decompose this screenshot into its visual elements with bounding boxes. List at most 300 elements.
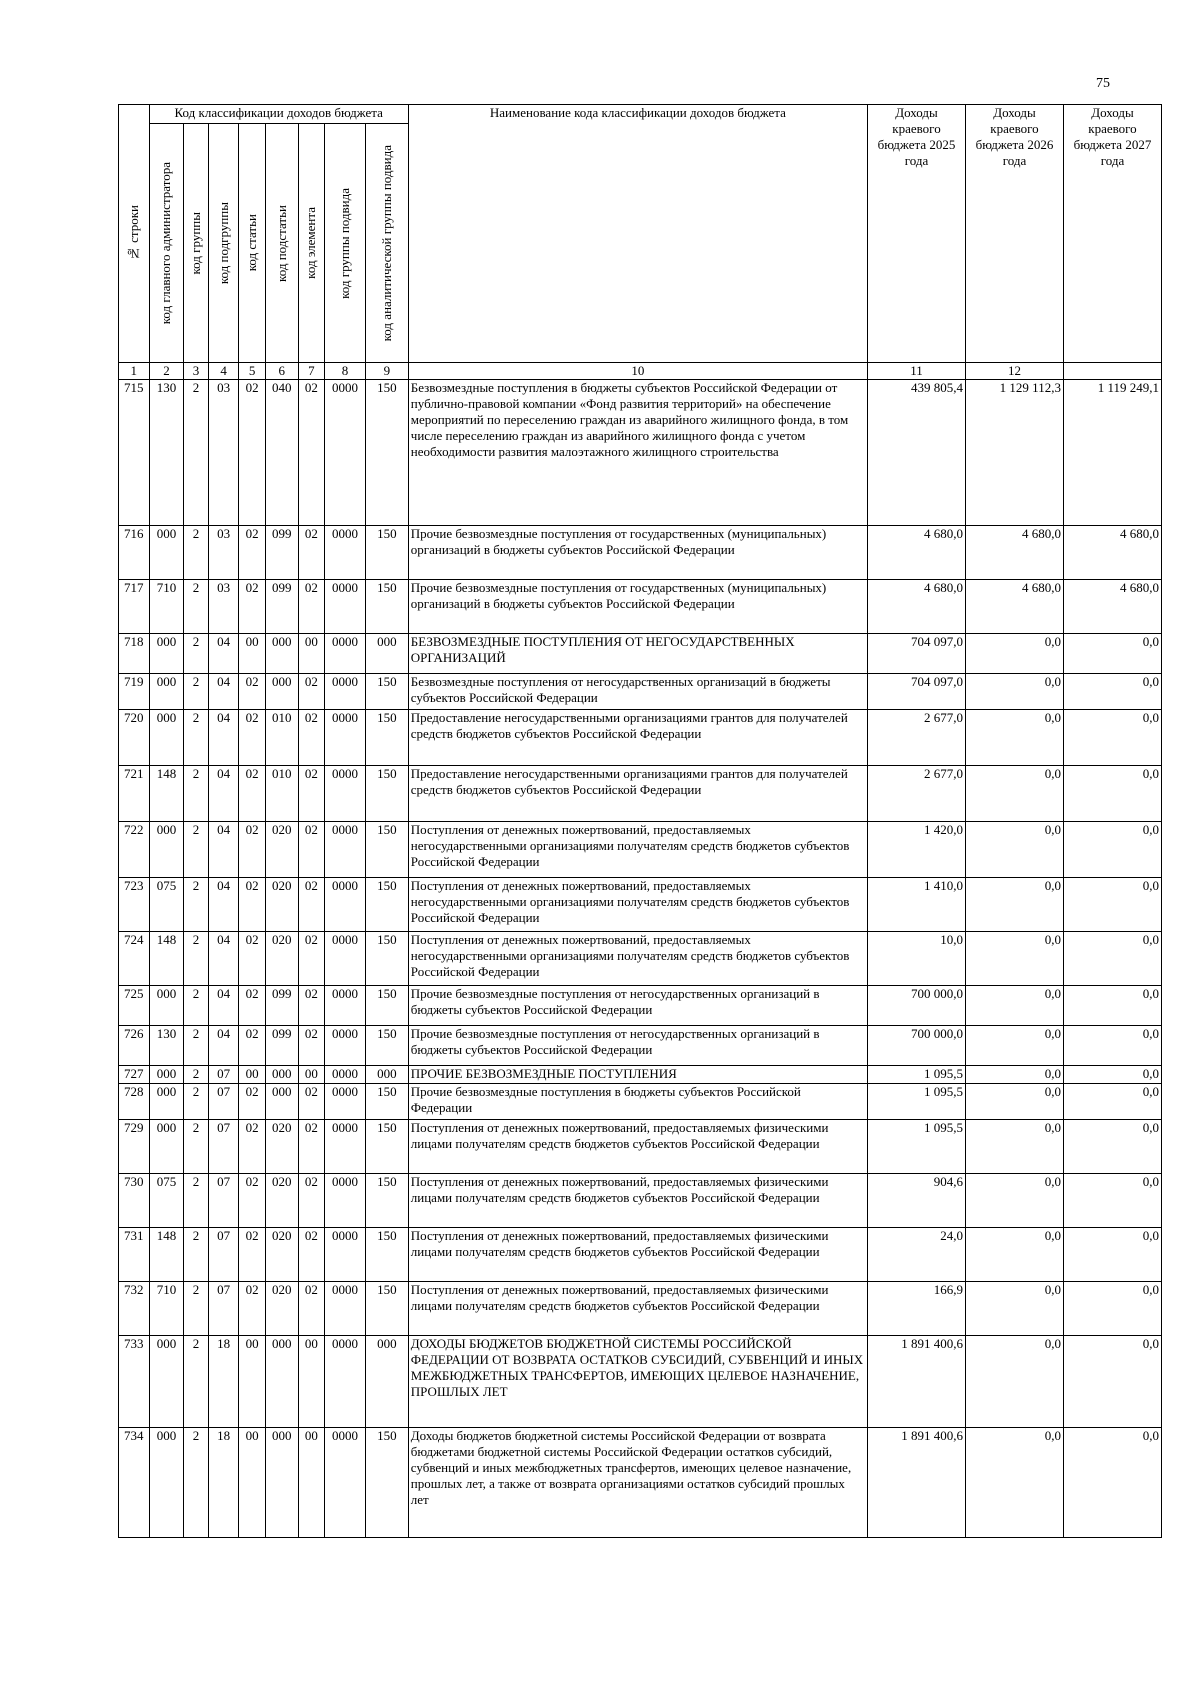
row-number-cell: 717 (119, 580, 150, 634)
income-2025-cell: 2 677,0 (868, 766, 966, 822)
subarticle-code-cell: 010 (265, 766, 298, 822)
income-2025-cell: 1 095,5 (868, 1084, 966, 1120)
admin-code-cell: 000 (149, 674, 184, 710)
table-row (119, 932, 1162, 986)
subarticle-code-cell: 020 (265, 1282, 298, 1336)
admin-code-cell: 000 (149, 634, 184, 674)
subtype-group-code-cell: 0000 (325, 878, 366, 932)
admin-code-cell: 075 (149, 878, 184, 932)
income-name-cell: Безвозмездные поступления от негосударственных организаций в бюджеты субъектов Российской Федерации (408, 674, 867, 710)
header-admin-code: код главного администратора (149, 124, 184, 363)
article-code-cell: 02 (239, 580, 266, 634)
article-code-cell: 02 (239, 1120, 266, 1174)
analytic-group-code-cell: 000 (365, 634, 408, 674)
element-code-cell: 02 (298, 1026, 325, 1066)
header-subtype-group-code: код группы подвида (325, 124, 366, 363)
table-row (119, 1228, 1162, 1282)
article-code-cell: 02 (239, 1174, 266, 1228)
income-name-cell: Предоставление негосударственными организациями грантов для получателей средств бюджетов субъектов Российской Федерации (408, 710, 867, 766)
row-number-cell: 728 (119, 1084, 150, 1120)
element-code-cell: 02 (298, 526, 325, 580)
analytic-group-code-cell: 150 (365, 1428, 408, 1538)
analytic-group-code-cell: 150 (365, 986, 408, 1026)
group-code-cell: 2 (184, 380, 208, 526)
admin-code-cell: 000 (149, 1428, 184, 1538)
table-row (119, 878, 1162, 932)
subgroup-code-cell: 04 (208, 674, 239, 710)
column-number: 5 (239, 363, 266, 380)
group-code-cell: 2 (184, 878, 208, 932)
subarticle-code-cell: 099 (265, 986, 298, 1026)
income-2027-cell: 0,0 (1063, 1026, 1161, 1066)
table-body (119, 380, 1162, 1538)
income-2027-cell: 0,0 (1063, 878, 1161, 932)
subtype-group-code-cell: 0000 (325, 526, 366, 580)
element-code-cell: 02 (298, 710, 325, 766)
group-code-cell: 2 (184, 1336, 208, 1428)
income-2025-cell: 4 680,0 (868, 526, 966, 580)
article-code-cell: 02 (239, 1282, 266, 1336)
income-2026-cell: 0,0 (965, 1228, 1063, 1282)
subtype-group-code-cell: 0000 (325, 986, 366, 1026)
subgroup-code-cell: 18 (208, 1336, 239, 1428)
income-name-cell: Доходы бюджетов бюджетной системы Российской Федерации от возврата бюджетами бюджетной системы Российской Федерации остатков субсидий, субвенций и иных межбюджетных трансфертов, имеющих целевое назначение, прошлых лет, а также от возврата организациями остатков субсидий прошлых лет (408, 1428, 867, 1538)
column-number: 2 (149, 363, 184, 380)
income-name-cell: Прочие безвозмездные поступления от государственных (муниципальных) организаций в бюджеты субъектов Российской Федерации (408, 526, 867, 580)
income-2027-cell: 1 119 249,1 (1063, 380, 1161, 526)
table-row (119, 710, 1162, 766)
income-2025-cell: 4 680,0 (868, 580, 966, 634)
admin-code-cell: 000 (149, 1066, 184, 1084)
header-article-code: код статьи (239, 124, 266, 363)
article-code-cell: 00 (239, 1428, 266, 1538)
income-2026-cell: 0,0 (965, 822, 1063, 878)
income-2025-cell: 704 097,0 (868, 674, 966, 710)
admin-code-cell: 000 (149, 1336, 184, 1428)
subgroup-code-cell: 07 (208, 1120, 239, 1174)
subarticle-code-cell: 099 (265, 1026, 298, 1066)
income-name-cell: Прочие безвозмездные поступления в бюджеты субъектов Российской Федерации (408, 1084, 867, 1120)
analytic-group-code-cell: 000 (365, 1336, 408, 1428)
income-name-cell: Прочие безвозмездные поступления от государственных (муниципальных) организаций в бюджеты субъектов Российской Федерации (408, 580, 867, 634)
header-element-code: код элемента (298, 124, 325, 363)
analytic-group-code-cell: 150 (365, 674, 408, 710)
income-2025-cell: 1 095,5 (868, 1066, 966, 1084)
income-classification-table (118, 104, 1162, 1538)
income-2027-cell: 0,0 (1063, 766, 1161, 822)
element-code-cell: 02 (298, 1282, 325, 1336)
subtype-group-code-cell: 0000 (325, 1120, 366, 1174)
income-name-cell: Поступления от денежных пожертвований, предоставляемых негосударственными организациями получателям средств бюджетов субъектов Российской Федерации (408, 878, 867, 932)
income-2026-cell: 4 680,0 (965, 526, 1063, 580)
element-code-cell: 00 (298, 1336, 325, 1428)
row-number-cell: 724 (119, 932, 150, 986)
income-name-cell: БЕЗВОЗМЕЗДНЫЕ ПОСТУПЛЕНИЯ ОТ НЕГОСУДАРСТВЕННЫХ ОРГАНИЗАЦИЙ (408, 634, 867, 674)
subtype-group-code-cell: 0000 (325, 1066, 366, 1084)
subarticle-code-cell: 000 (265, 1336, 298, 1428)
subgroup-code-cell: 04 (208, 878, 239, 932)
header-group-code: код группы (184, 124, 208, 363)
analytic-group-code-cell: 150 (365, 766, 408, 822)
analytic-group-code-cell: 150 (365, 1282, 408, 1336)
income-2027-cell: 0,0 (1063, 1428, 1161, 1538)
admin-code-cell: 000 (149, 526, 184, 580)
admin-code-cell: 710 (149, 580, 184, 634)
analytic-group-code-cell: 150 (365, 932, 408, 986)
analytic-group-code-cell: 150 (365, 1120, 408, 1174)
subarticle-code-cell: 020 (265, 1120, 298, 1174)
income-2026-cell: 0,0 (965, 1336, 1063, 1428)
subtype-group-code-cell: 0000 (325, 634, 366, 674)
table-row (119, 380, 1162, 526)
analytic-group-code-cell: 150 (365, 878, 408, 932)
row-number-cell: 726 (119, 1026, 150, 1066)
income-2027-cell: 0,0 (1063, 1084, 1161, 1120)
subtype-group-code-cell: 0000 (325, 1174, 366, 1228)
subarticle-code-cell: 000 (265, 634, 298, 674)
column-number: 3 (184, 363, 208, 380)
subtype-group-code-cell: 0000 (325, 710, 366, 766)
subgroup-code-cell: 07 (208, 1174, 239, 1228)
table-row (119, 1428, 1162, 1538)
income-name-cell: Прочие безвозмездные поступления от негосударственных организаций в бюджеты субъектов Российской Федерации (408, 1026, 867, 1066)
income-2025-cell: 700 000,0 (868, 1026, 966, 1066)
element-code-cell: 02 (298, 1120, 325, 1174)
income-2026-cell: 0,0 (965, 986, 1063, 1026)
income-2027-cell: 0,0 (1063, 986, 1161, 1026)
article-code-cell: 00 (239, 1066, 266, 1084)
subarticle-code-cell: 099 (265, 526, 298, 580)
article-code-cell: 02 (239, 1084, 266, 1120)
element-code-cell: 02 (298, 380, 325, 526)
admin-code-cell: 000 (149, 1084, 184, 1120)
group-code-cell: 2 (184, 822, 208, 878)
subgroup-code-cell: 03 (208, 526, 239, 580)
subgroup-code-cell: 04 (208, 710, 239, 766)
element-code-cell: 02 (298, 1174, 325, 1228)
income-2027-cell: 4 680,0 (1063, 580, 1161, 634)
element-code-cell: 02 (298, 878, 325, 932)
article-code-cell: 02 (239, 380, 266, 526)
subarticle-code-cell: 000 (265, 1084, 298, 1120)
group-code-cell: 2 (184, 526, 208, 580)
row-number-cell: 730 (119, 1174, 150, 1228)
income-2025-cell: 24,0 (868, 1228, 966, 1282)
admin-code-cell: 130 (149, 1026, 184, 1066)
income-2026-cell: 0,0 (965, 710, 1063, 766)
element-code-cell: 02 (298, 932, 325, 986)
income-2025-cell: 1 410,0 (868, 878, 966, 932)
article-code-cell: 02 (239, 822, 266, 878)
income-name-cell: Поступления от денежных пожертвований, предоставляемых негосударственными организациями получателям средств бюджетов субъектов Российской Федерации (408, 822, 867, 878)
income-name-cell: Поступления от денежных пожертвований, предоставляемых физическими лицами получателям средств бюджетов субъектов Российской Федерации (408, 1228, 867, 1282)
group-code-cell: 2 (184, 1174, 208, 1228)
article-code-cell: 02 (239, 932, 266, 986)
group-code-cell: 2 (184, 1282, 208, 1336)
column-number: 4 (208, 363, 239, 380)
subarticle-code-cell: 000 (265, 674, 298, 710)
subgroup-code-cell: 04 (208, 932, 239, 986)
income-2026-cell: 0,0 (965, 1282, 1063, 1336)
row-number-cell: 718 (119, 634, 150, 674)
income-2026-cell: 0,0 (965, 1428, 1063, 1538)
row-number-cell: 722 (119, 822, 150, 878)
row-number-cell: 721 (119, 766, 150, 822)
column-number: 10 (408, 363, 867, 380)
income-name-cell: Поступления от денежных пожертвований, предоставляемых физическими лицами получателям средств бюджетов субъектов Российской Федерации (408, 1282, 867, 1336)
income-2026-cell: 0,0 (965, 1026, 1063, 1066)
group-code-cell: 2 (184, 1066, 208, 1084)
row-number-cell: 733 (119, 1336, 150, 1428)
row-number-cell: 731 (119, 1228, 150, 1282)
subtype-group-code-cell: 0000 (325, 1228, 366, 1282)
table-row (119, 1066, 1162, 1084)
group-code-cell: 2 (184, 1120, 208, 1174)
income-2027-cell: 0,0 (1063, 1282, 1161, 1336)
admin-code-cell: 148 (149, 1228, 184, 1282)
subgroup-code-cell: 04 (208, 1026, 239, 1066)
admin-code-cell: 148 (149, 766, 184, 822)
group-code-cell: 2 (184, 1428, 208, 1538)
element-code-cell: 02 (298, 580, 325, 634)
income-name-cell: Прочие безвозмездные поступления от негосударственных организаций в бюджеты субъектов Российской Федерации (408, 986, 867, 1026)
group-code-cell: 2 (184, 674, 208, 710)
column-number: 9 (365, 363, 408, 380)
table-row (119, 1282, 1162, 1336)
subtype-group-code-cell: 0000 (325, 1428, 366, 1538)
subtype-group-code-cell: 0000 (325, 580, 366, 634)
admin-code-cell: 130 (149, 380, 184, 526)
admin-code-cell: 000 (149, 710, 184, 766)
column-number-row (119, 363, 1162, 380)
group-code-cell: 2 (184, 634, 208, 674)
income-2027-cell: 0,0 (1063, 710, 1161, 766)
subgroup-code-cell: 04 (208, 634, 239, 674)
subtype-group-code-cell: 0000 (325, 1026, 366, 1066)
group-code-cell: 2 (184, 580, 208, 634)
income-name-cell: Предоставление негосударственными организациями грантов для получателей средств бюджетов субъектов Российской Федерации (408, 766, 867, 822)
table-row (119, 1336, 1162, 1428)
subarticle-code-cell: 020 (265, 822, 298, 878)
income-2027-cell: 0,0 (1063, 932, 1161, 986)
subarticle-code-cell: 010 (265, 710, 298, 766)
income-2027-cell: 4 680,0 (1063, 526, 1161, 580)
income-name-cell: Поступления от денежных пожертвований, предоставляемых негосударственными организациями получателям средств бюджетов субъектов Российской Федерации (408, 932, 867, 986)
income-name-cell: Безвозмездные поступления в бюджеты субъектов Российской Федерации от публично-правовой компании «Фонд развития территорий» на обеспечение мероприятий по переселению граждан из аварийного жилищного фонда, в том числе переселению граждан из аварийного жилищного фонда с учетом необходимости развития малоэтажного жилищного строительства (408, 380, 867, 526)
income-2027-cell: 0,0 (1063, 1066, 1161, 1084)
row-number-cell: 732 (119, 1282, 150, 1336)
table-row (119, 1174, 1162, 1228)
article-code-cell: 02 (239, 710, 266, 766)
income-2027-cell: 0,0 (1063, 822, 1161, 878)
subarticle-code-cell: 040 (265, 380, 298, 526)
subarticle-code-cell: 020 (265, 878, 298, 932)
admin-code-cell: 075 (149, 1174, 184, 1228)
income-2026-cell: 0,0 (965, 634, 1063, 674)
group-code-cell: 2 (184, 1026, 208, 1066)
income-2027-cell: 0,0 (1063, 1174, 1161, 1228)
income-2025-cell: 1 891 400,6 (868, 1336, 966, 1428)
income-2025-cell: 439 805,4 (868, 380, 966, 526)
income-2027-cell: 0,0 (1063, 634, 1161, 674)
header-subarticle-code: код подстатьи (265, 124, 298, 363)
analytic-group-code-cell: 000 (365, 1066, 408, 1084)
row-number-cell: 725 (119, 986, 150, 1026)
subarticle-code-cell: 020 (265, 932, 298, 986)
article-code-cell: 00 (239, 1336, 266, 1428)
column-number: 12 (965, 363, 1063, 380)
subarticle-code-cell: 000 (265, 1428, 298, 1538)
header-income-2027: Доходы краевого бюджета 2027 года (1063, 105, 1161, 363)
element-code-cell: 00 (298, 634, 325, 674)
table-row (119, 1026, 1162, 1066)
income-2026-cell: 0,0 (965, 932, 1063, 986)
row-number-cell: 715 (119, 380, 150, 526)
income-name-cell: Поступления от денежных пожертвований, предоставляемых физическими лицами получателям средств бюджетов субъектов Российской Федерации (408, 1120, 867, 1174)
income-2026-cell: 0,0 (965, 878, 1063, 932)
income-2025-cell: 1 095,5 (868, 1120, 966, 1174)
analytic-group-code-cell: 150 (365, 710, 408, 766)
income-name-cell: Поступления от денежных пожертвований, предоставляемых физическими лицами получателям средств бюджетов субъектов Российской Федерации (408, 1174, 867, 1228)
income-2026-cell: 0,0 (965, 1084, 1063, 1120)
subtype-group-code-cell: 0000 (325, 674, 366, 710)
income-2027-cell: 0,0 (1063, 1228, 1161, 1282)
income-2025-cell: 704 097,0 (868, 634, 966, 674)
group-code-cell: 2 (184, 710, 208, 766)
article-code-cell: 02 (239, 878, 266, 932)
row-number-cell: 719 (119, 674, 150, 710)
element-code-cell: 02 (298, 766, 325, 822)
admin-code-cell: 000 (149, 1120, 184, 1174)
analytic-group-code-cell: 150 (365, 1084, 408, 1120)
header-subgroup-code: код подгруппы (208, 124, 239, 363)
subtype-group-code-cell: 0000 (325, 1336, 366, 1428)
income-2026-cell: 0,0 (965, 1174, 1063, 1228)
group-code-cell: 2 (184, 932, 208, 986)
element-code-cell: 02 (298, 822, 325, 878)
subarticle-code-cell: 020 (265, 1174, 298, 1228)
row-number-cell: 716 (119, 526, 150, 580)
row-number-cell: 720 (119, 710, 150, 766)
article-code-cell: 02 (239, 674, 266, 710)
table-row (119, 1120, 1162, 1174)
article-code-cell: 02 (239, 526, 266, 580)
income-2026-cell: 1 129 112,3 (965, 380, 1063, 526)
income-2026-cell: 4 680,0 (965, 580, 1063, 634)
table-row (119, 986, 1162, 1026)
analytic-group-code-cell: 150 (365, 526, 408, 580)
element-code-cell: 00 (298, 1428, 325, 1538)
row-number-cell: 727 (119, 1066, 150, 1084)
article-code-cell: 00 (239, 634, 266, 674)
income-2027-cell: 0,0 (1063, 1336, 1161, 1428)
table-row (119, 634, 1162, 674)
analytic-group-code-cell: 150 (365, 1228, 408, 1282)
subgroup-code-cell: 18 (208, 1428, 239, 1538)
admin-code-cell: 000 (149, 986, 184, 1026)
income-2026-cell: 0,0 (965, 766, 1063, 822)
income-2025-cell: 1 891 400,6 (868, 1428, 966, 1538)
table-row (119, 822, 1162, 878)
column-number: 6 (265, 363, 298, 380)
income-2025-cell: 166,9 (868, 1282, 966, 1336)
article-code-cell: 02 (239, 766, 266, 822)
subtype-group-code-cell: 0000 (325, 380, 366, 526)
income-name-cell: ДОХОДЫ БЮДЖЕТОВ БЮДЖЕТНОЙ СИСТЕМЫ РОССИЙСКОЙ ФЕДЕРАЦИИ ОТ ВОЗВРАТА ОСТАТКОВ СУБСИДИЙ, СУБВЕНЦИЙ И ИНЫХ МЕЖБЮДЖЕТНЫХ ТРАНСФЕРТОВ, ИМЕЮЩИХ ЦЕЛЕВОЕ НАЗНАЧЕНИЕ, ПРОШЛЫХ ЛЕТ (408, 1336, 867, 1428)
admin-code-cell: 000 (149, 822, 184, 878)
income-2025-cell: 10,0 (868, 932, 966, 986)
column-number: 7 (298, 363, 325, 380)
subarticle-code-cell: 020 (265, 1228, 298, 1282)
subarticle-code-cell: 000 (265, 1066, 298, 1084)
admin-code-cell: 710 (149, 1282, 184, 1336)
article-code-cell: 02 (239, 986, 266, 1026)
element-code-cell: 00 (298, 1066, 325, 1084)
element-code-cell: 02 (298, 674, 325, 710)
subgroup-code-cell: 04 (208, 986, 239, 1026)
header-income-2025: Доходы краевого бюджета 2025 года (868, 105, 966, 363)
element-code-cell: 02 (298, 986, 325, 1026)
income-name-cell: ПРОЧИЕ БЕЗВОЗМЕЗДНЫЕ ПОСТУПЛЕНИЯ (408, 1066, 867, 1084)
subgroup-code-cell: 04 (208, 822, 239, 878)
income-2026-cell: 0,0 (965, 674, 1063, 710)
row-number-cell: 734 (119, 1428, 150, 1538)
admin-code-cell: 148 (149, 932, 184, 986)
column-number: 11 (868, 363, 966, 380)
group-code-cell: 2 (184, 1228, 208, 1282)
article-code-cell: 02 (239, 1228, 266, 1282)
subtype-group-code-cell: 0000 (325, 766, 366, 822)
subgroup-code-cell: 03 (208, 580, 239, 634)
page-number: 75 (1096, 76, 1110, 91)
analytic-group-code-cell: 150 (365, 1026, 408, 1066)
income-2026-cell: 0,0 (965, 1066, 1063, 1084)
header-income-2026: Доходы краевого бюджета 2026 года (965, 105, 1063, 363)
subgroup-code-cell: 07 (208, 1282, 239, 1336)
analytic-group-code-cell: 150 (365, 380, 408, 526)
analytic-group-code-cell: 150 (365, 822, 408, 878)
analytic-group-code-cell: 150 (365, 580, 408, 634)
subgroup-code-cell: 07 (208, 1228, 239, 1282)
header-name: Наименование кода классификации доходов бюджета (408, 105, 867, 363)
subgroup-code-cell: 03 (208, 380, 239, 526)
header-row-number: № строки (119, 105, 150, 363)
income-2025-cell: 2 677,0 (868, 710, 966, 766)
column-number: 1 (119, 363, 150, 380)
subgroup-code-cell: 04 (208, 766, 239, 822)
element-code-cell: 02 (298, 1084, 325, 1120)
subgroup-code-cell: 07 (208, 1066, 239, 1084)
group-code-cell: 2 (184, 766, 208, 822)
income-2027-cell: 0,0 (1063, 1120, 1161, 1174)
table-row (119, 1084, 1162, 1120)
group-code-cell: 2 (184, 1084, 208, 1120)
subtype-group-code-cell: 0000 (325, 932, 366, 986)
analytic-group-code-cell: 150 (365, 1174, 408, 1228)
column-number: 8 (325, 363, 366, 380)
row-number-cell: 729 (119, 1120, 150, 1174)
article-code-cell: 02 (239, 1026, 266, 1066)
subarticle-code-cell: 099 (265, 580, 298, 634)
table-row (119, 580, 1162, 634)
table-row (119, 674, 1162, 710)
header-code-group: Код классификации доходов бюджета (149, 105, 408, 124)
header-analytic-group-code: код аналитической группы подвида (365, 124, 408, 363)
income-2025-cell: 1 420,0 (868, 822, 966, 878)
subtype-group-code-cell: 0000 (325, 1282, 366, 1336)
income-2025-cell: 700 000,0 (868, 986, 966, 1026)
subgroup-code-cell: 07 (208, 1084, 239, 1120)
